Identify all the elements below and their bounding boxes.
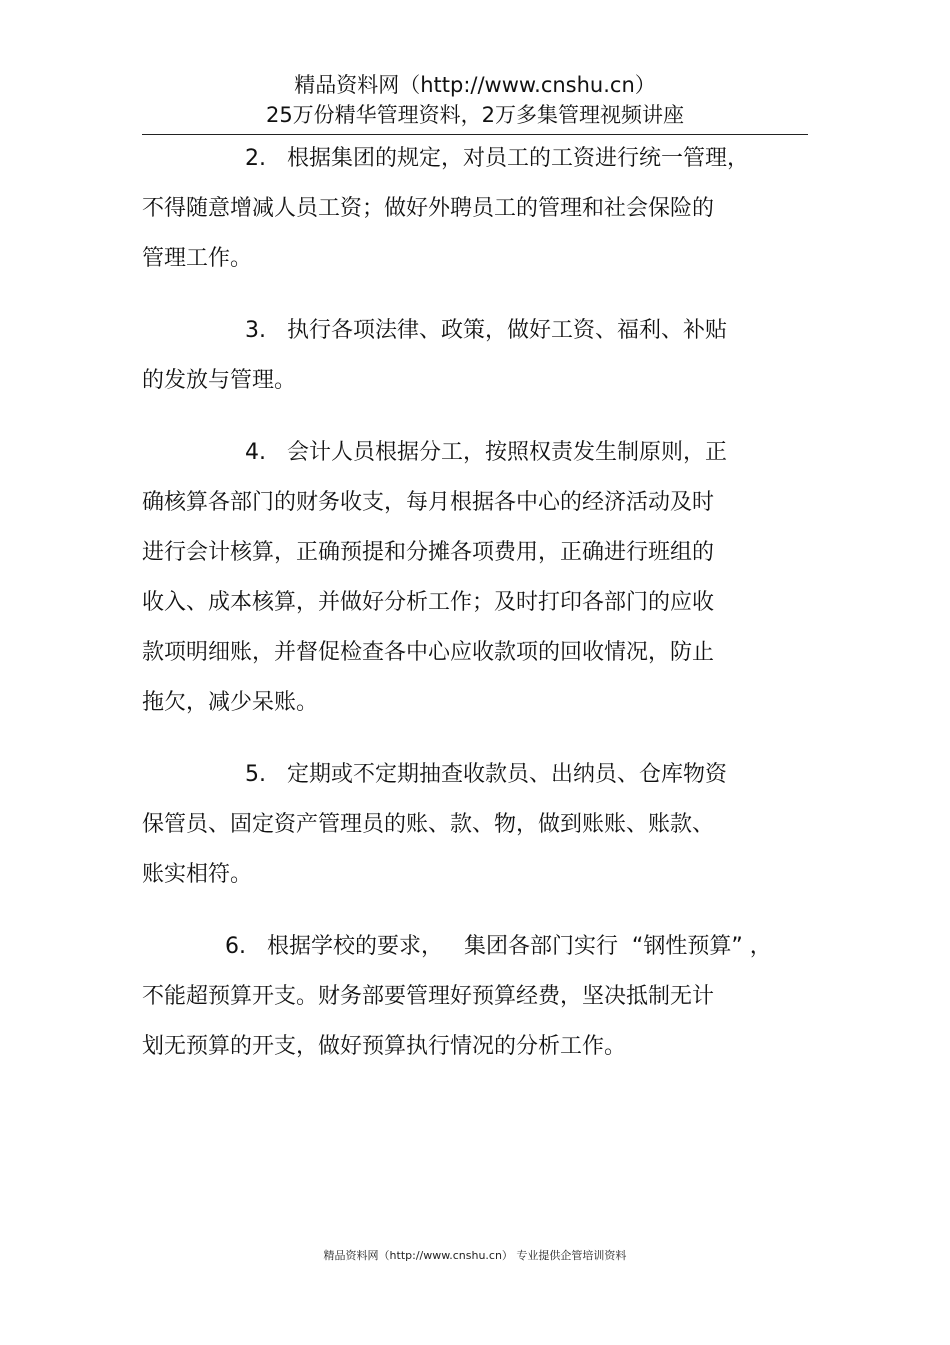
paragraph-4-line-1: 4. 会计人员根据分工，按照权责发生制原则，正 <box>245 440 727 465</box>
paragraph-4-line-4: 收入、成本核算，并做好分析工作；及时打印各部门的应收 <box>142 590 715 615</box>
paragraph-4-line-2: 确核算各部门的财务收支，每月根据各中心的经济活动及时 <box>142 490 715 515</box>
header-divider <box>142 134 808 135</box>
paragraph-6-line-2: 不能超预算开支。财务部要管理好预算经费，坚决抵制无计 <box>142 984 715 1009</box>
paragraph-3-line-2: 的发放与管理。 <box>142 368 297 393</box>
paragraph-6-line-1: 6. 根据学校的要求， 集团各部门实行 “钢性预算” ， <box>225 934 772 959</box>
header-site-title: 精品资料网（http://www.cnshu.cn） <box>294 73 656 97</box>
paragraph-4-line-3: 进行会计核算，正确预提和分摊各项费用，正确进行班组的 <box>142 540 715 565</box>
paragraph-2-line-1: 2. 根据集团的规定，对员工的工资进行统一管理， <box>245 146 749 171</box>
paragraph-2-line-3: 管理工作。 <box>142 246 253 271</box>
paragraph-4-line-5: 款项明细账，并督促检查各中心应收款项的回收情况，防止 <box>142 640 715 665</box>
paragraph-5-line-2: 保管员、固定资产管理员的账、款、物，做到账账、账款、 <box>142 812 715 837</box>
paragraph-3-line-1: 3. 执行各项法律、政策，做好工资、福利、补贴 <box>245 318 727 343</box>
page-footer: 精品资料网（http://www.cnshu.cn） 专业提供企管培训资料 <box>323 1249 627 1262</box>
paragraph-2-line-2: 不得随意增减人员工资；做好外聘员工的管理和社会保险的 <box>142 196 715 221</box>
page-header <box>142 70 808 130</box>
paragraph-6-line-3: 划无预算的开支，做好预算执行情况的分析工作。 <box>142 1034 627 1059</box>
header-tagline: 25万份精华管理资料，2万多集管理视频讲座 <box>265 103 685 127</box>
paragraph-4-line-6: 拖欠，减少呆账。 <box>142 690 319 715</box>
paragraph-5-line-1: 5. 定期或不定期抽查收款员、出纳员、仓库物资 <box>245 762 727 787</box>
paragraph-5-line-3: 账实相符。 <box>142 862 253 887</box>
